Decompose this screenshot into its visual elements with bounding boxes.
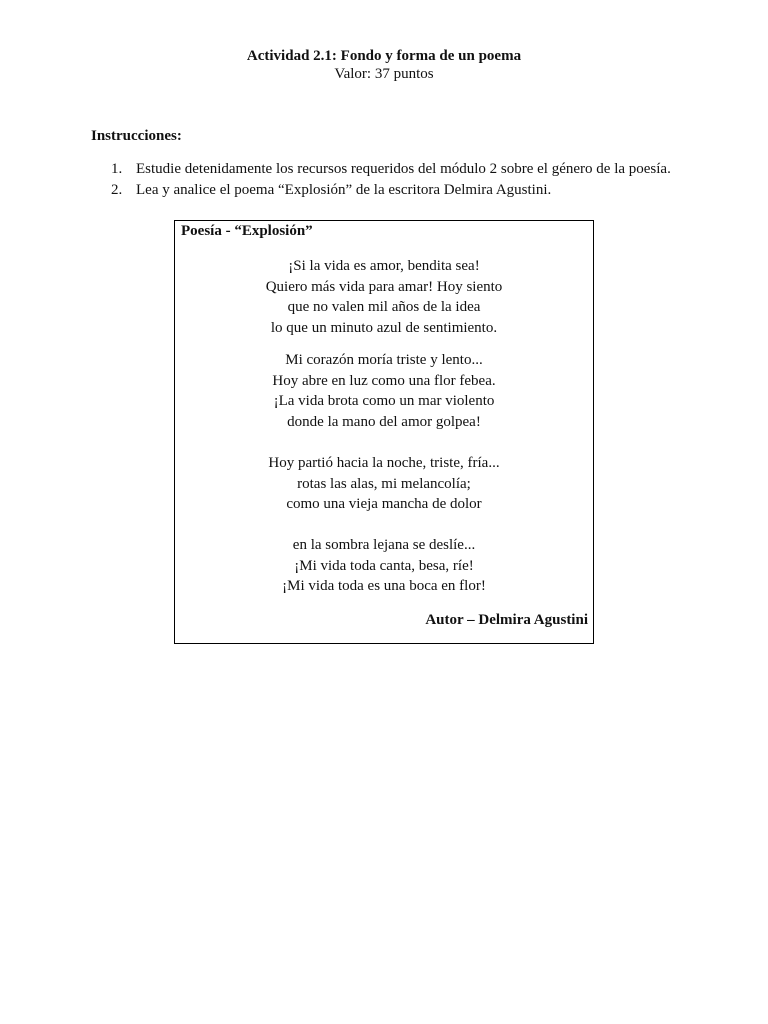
poem-verse: Quiero más vida para amar! Hoy siento bbox=[265, 278, 503, 295]
poem-verse: ¡Mi vida toda es una boca en flor! bbox=[282, 578, 486, 594]
poem-verse: como una vieja mancha de dolor bbox=[286, 496, 482, 512]
activity-value: Valor: 37 puntos bbox=[334, 66, 434, 82]
poem-stanza bbox=[175, 454, 593, 516]
poem-verse: ¡Mi vida toda canta, besa, ríe! bbox=[294, 557, 474, 574]
instruction-text: Lea y analice el poema “Explosión” de la escritora Delmira Agustini. bbox=[136, 182, 552, 198]
poem-verse: en la sombra lejana se deslíe... bbox=[292, 537, 476, 553]
poem-verse: rotas las alas, mi melancolía; bbox=[297, 475, 471, 492]
poem-verse: ¡Si la vida es amor, bendita sea! bbox=[288, 258, 480, 274]
poem-verse: que no valen mil años de la idea bbox=[287, 299, 481, 315]
poem-verse: Mi corazón moría triste y lento... bbox=[285, 352, 483, 368]
poem-box bbox=[174, 220, 594, 644]
poem-stanza bbox=[175, 536, 593, 598]
poem-stanza bbox=[175, 351, 593, 433]
activity-title: Actividad 2.1: Fondo y forma de un poema bbox=[246, 48, 522, 64]
poem-verse: donde la mano del amor golpea! bbox=[287, 413, 481, 430]
instructions-list bbox=[111, 160, 731, 202]
poem-verse: lo que un minuto azul de sentimiento. bbox=[270, 319, 498, 336]
poem-verse: Hoy abre en luz como una flor febea. bbox=[272, 372, 496, 389]
instruction-number: 2. bbox=[111, 182, 123, 198]
poem-stanza bbox=[175, 257, 593, 339]
instructions-heading: Instrucciones: bbox=[91, 128, 182, 144]
instruction-item bbox=[111, 160, 731, 181]
poem-author: Autor – Delmira Agustini bbox=[425, 612, 588, 628]
instruction-text: Estudie detenidamente los recursos requeridos del módulo 2 sobre el género de la poesía. bbox=[136, 161, 671, 177]
instruction-number: 1. bbox=[111, 161, 123, 177]
poem-verse: Hoy partió hacia la noche, triste, fría... bbox=[268, 455, 500, 471]
instruction-item bbox=[111, 181, 731, 202]
poem-heading: Poesía - “Explosión” bbox=[181, 223, 313, 239]
poem-verse: ¡La vida brota como un mar violento bbox=[273, 393, 495, 409]
